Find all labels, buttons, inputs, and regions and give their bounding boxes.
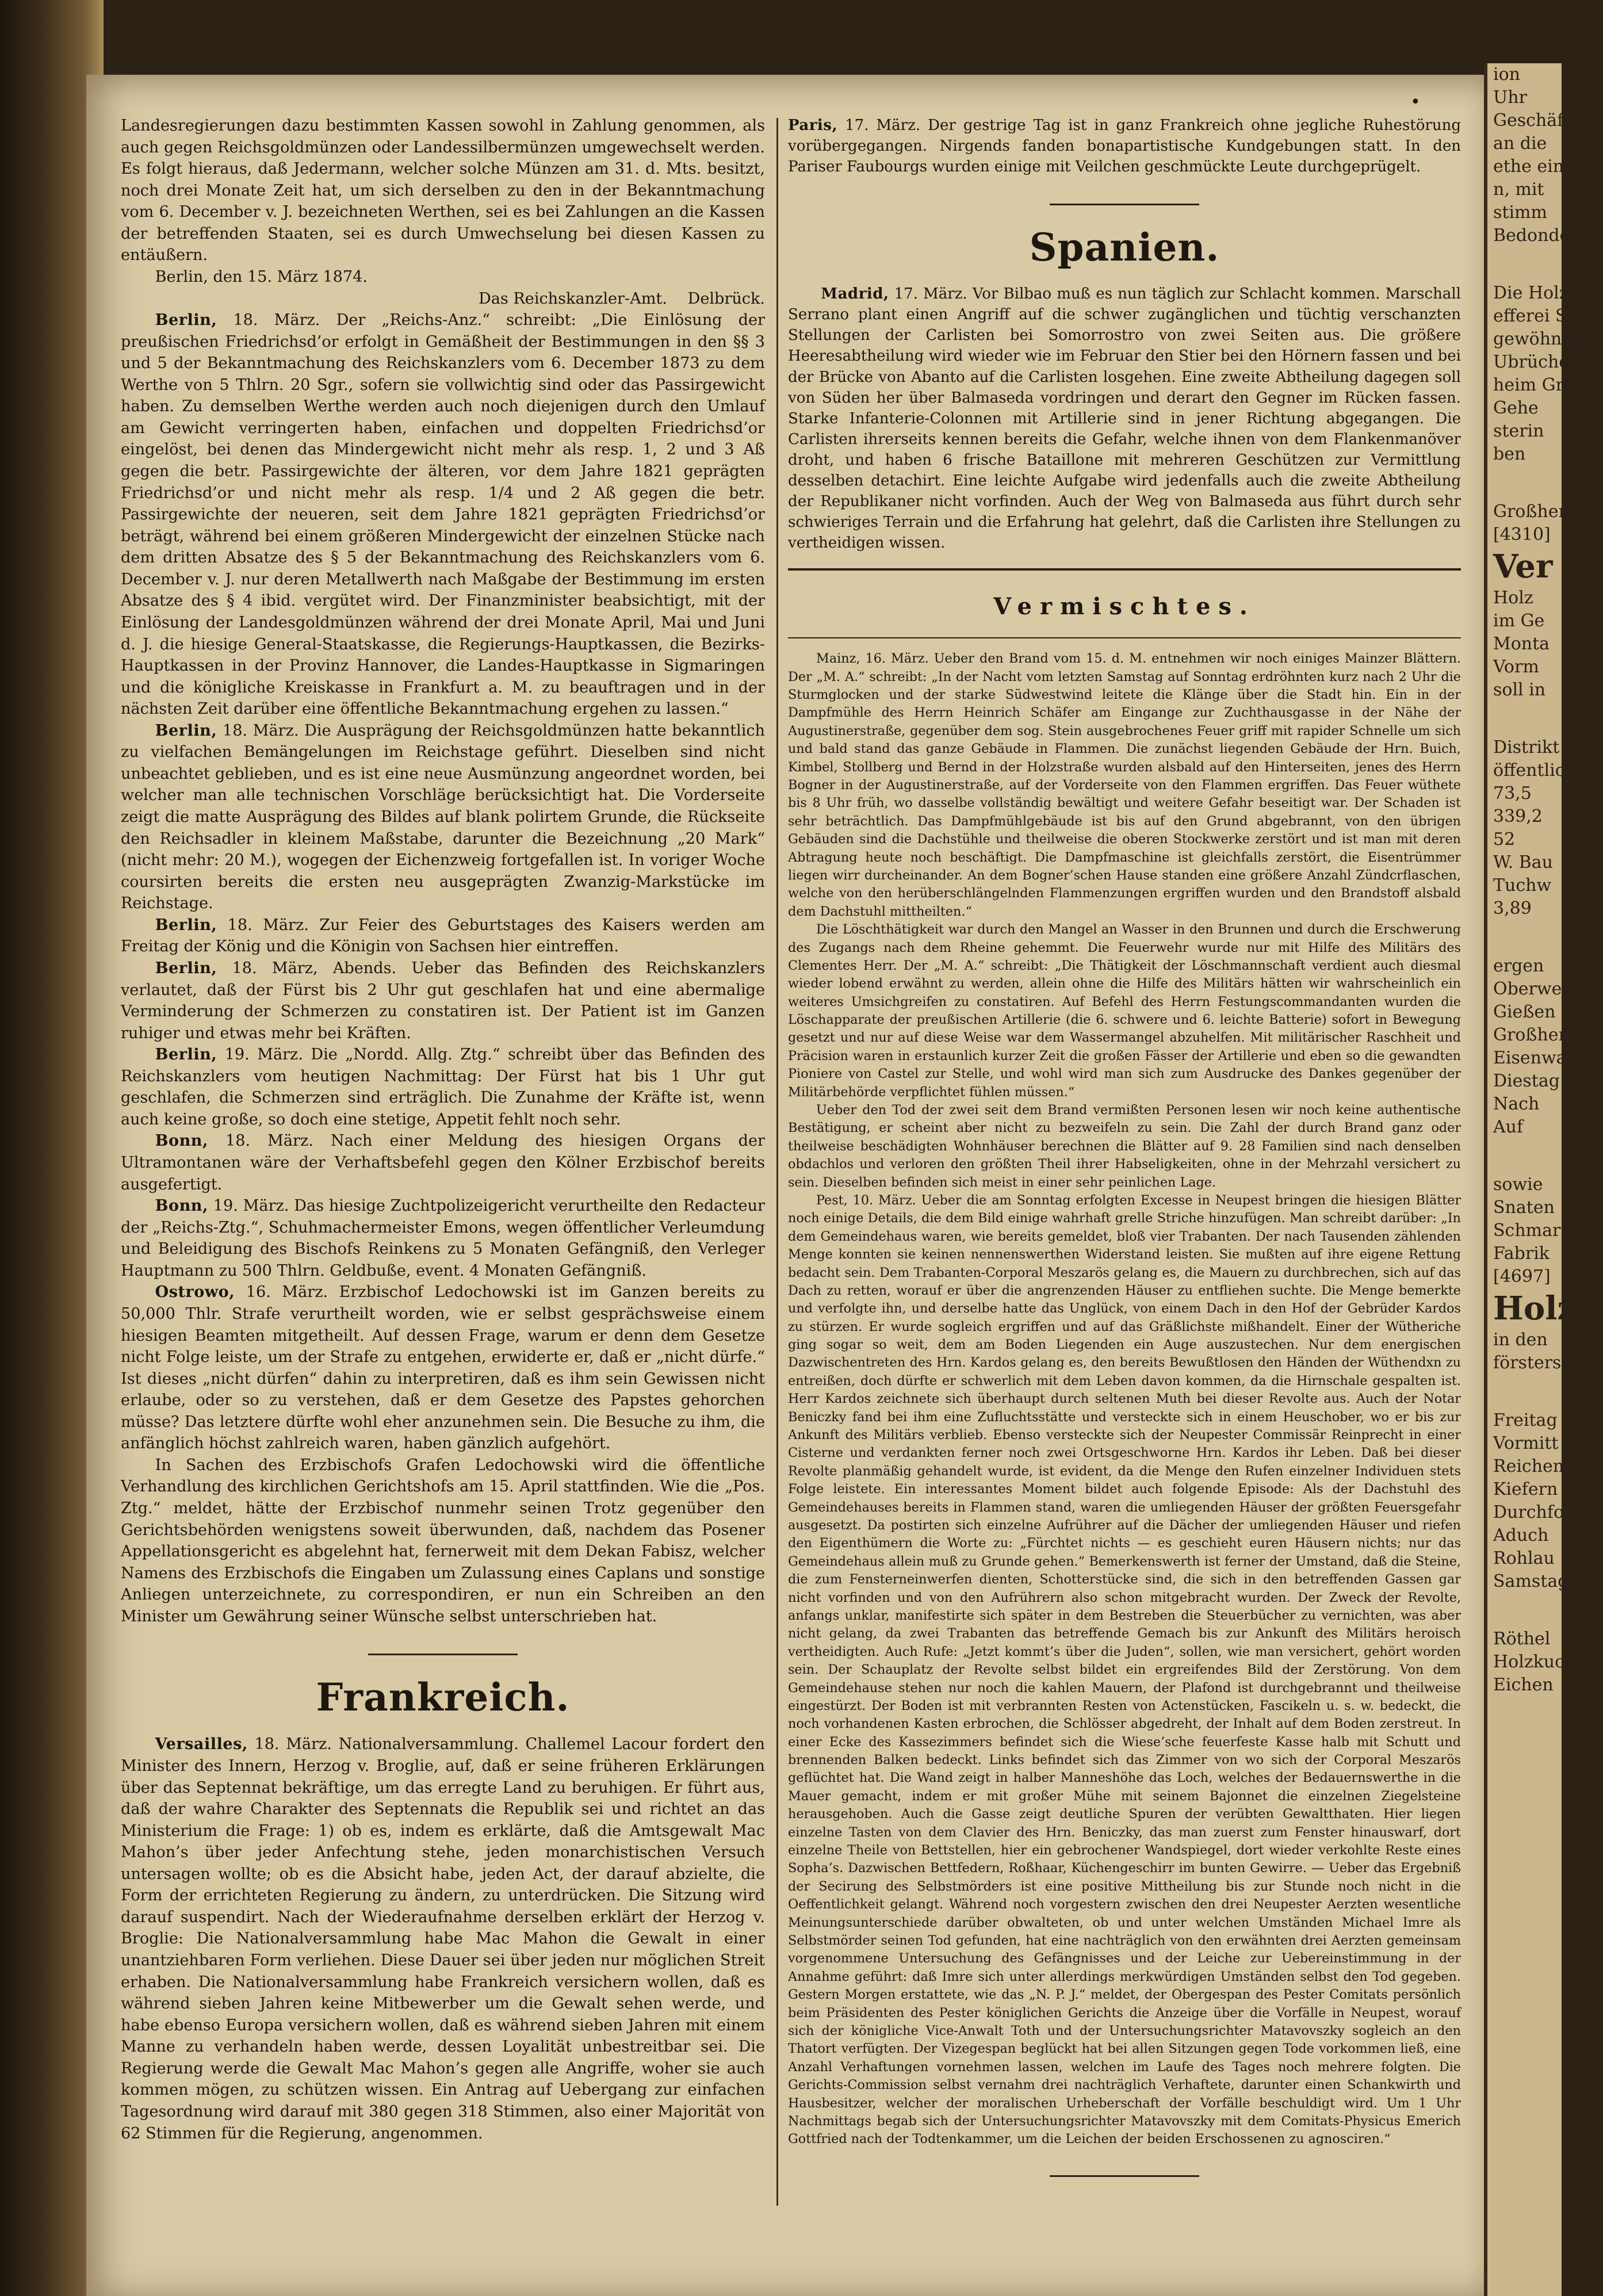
adjacent-text-fragment: Monta — [1493, 634, 1550, 654]
adjacent-text-fragment: gewöhnlich — [1493, 329, 1594, 349]
misc-paragraph: Die Löschthätigkeit war durch den Mangel an Wasser in den Brunnen und durch die Erschwerung des Zugangs nach dem Rheine gehemmt. Die Feuerwehr wurde nur mit Hilfe des Militärs des Clementes Herr. Der „M. A.“ schreibt: „Die Thätigkeit der Löschmannschaft verdient auch diesmal wieder lobend erwähnt zu werden, allein ohne die Hilfe des Militärs hätten wir wahrscheinlich ein weiteres Umsichgreifen zu constatiren. Auf Befehl des Herrn Festungscommandanten wurden die Löschapparate der preußischen Artillerie (die 6. schwere und 6. leichte Batterie) sofort in Bewegung gesetzt und nur auf diese Weise war dem Wassermangel abzuhelfen. Mit militärischer Raschheit und Präcision waren in erstaunlich kurzer Zeit die großen Fässer der Artillerie und eben so die gewandten Pioniere von Castel zur Stelle, und wohl wird man sich zum Ausdrucke des Dankes gegenüber der Militärbehörde verpflichtet fühlen müssen.“ — [788, 922, 1461, 1100]
adjacent-text-fragment: Snaten — [1493, 1197, 1555, 1218]
france-news — [121, 1734, 765, 2144]
adjacent-text-fragment: Ubrücher — [1493, 352, 1578, 372]
signature — [121, 288, 765, 310]
adjacent-text-fragment: Holzkuch — [1493, 1652, 1576, 1672]
article-place: Berlin, — [155, 959, 217, 977]
adjacent-text-fragment: Distrikt — [1493, 737, 1560, 757]
adjacent-text-fragment: Die Holz — [1493, 283, 1568, 303]
adjacent-text-fragment: heim Gro — [1493, 375, 1575, 395]
adjacent-text-fragment: efferei Se — [1493, 306, 1578, 326]
section-rule — [368, 1654, 518, 1655]
adjacent-text-fragment: 339,2 — [1493, 806, 1543, 826]
fragment-gap — [1487, 1593, 1562, 1628]
misc-paragraph: Mainz, 16. März. Ueber den Brand vom 15. d. M. entnehmen wir noch einiges Mainzer Blättern. Der „M. A.“ schreibt: „In der Nacht vom letzten Samstag auf Sonntag erdröhnten kurz nach 2 Uhr die Sturmglocken und der starke Südwestwind leitete die Klänge über die Stadt hin. Ein in der Dampfmühle des Herrn Heinrich Schäfer am Eingange zur Zuchthausgasse in der Nähe der Augustinerstraße, gegenüber dem sog. Stein ausgebrochenes Feuer griff mit rapider Schnelle um sich und bald stand das ganze Gebäude in Flammen. Die zunächst liegenden Gebäude der Hrn. Buich, Kimbel, Stollberg und Bernd in der Holzstraße wurden alsbald auf den Hinterseiten, jenes des Herrn Bogner in der Augustinerstraße, auf der Vorderseite von den Flammen ergriffen. Das Feuer wüthete bis 8 Uhr früh, wo dasselbe vollständig bewältigt und weitere Gefahr beseitigt war. Der Schaden ist sehr beträchtlich. Das Dampfmühlgebäude ist bis auf den Grund abgebrannt, von den übrigen Gebäuden sind die Dachstühle und theilweise die oberen Stockwerke zerstört und ist man mit deren Abtragung heute noch beschäftigt. Die Dampfmaschine ist gleichfalls zerstört, die Eisentrümmer liegen wirr durcheinander. An dem Bogner’schen Hause standen eine größere Anzahl Zündcrflaschen, welche von den herüberschlängelnden Flammenzungen ergriffen wurden und den Brandstoff alsbald dem Dachstuhl mittheilten.“ — [788, 651, 1461, 919]
adjacent-text-fragment: öffentlich — [1493, 760, 1576, 780]
misc-news — [788, 650, 1461, 2148]
adjacent-text-fragment: in den — [1493, 1330, 1548, 1350]
article-text: 16. März. Erzbischof Ledochowski ist im Ganzen bereits zu 50,000 Thlr. Strafe verurtheilt worden, wie er selbst gesprächsweise einem hiesigen Beamten mitgetheilt. Auf dessen Frage, warum er denn dem Gesetze nicht Folge leiste, um der Strafe zu entgehen, erwiderte er, daß er „nicht dürfe.“ Ist dieses „nicht dürfen“ dahin zu interpretiren, daß es ihm sein Gewissen nicht erlaube, oder so zu verstehen, daß er dem Gesetze des Papstes gehorchen müsse? Das letztere dürfte wohl eher anzunehmen sein. Die Besuche zu ihm, die anfänglich höchst zahlreich waren, haben gänzlich aufgehört. — [121, 1283, 765, 1453]
article-text: 18. März. Nach einer Meldung des hiesigen Organs der Ultramontanen wäre der Verhaftsbefehl gegen den Kölner Erzbischof bereits ausgefertigt. — [121, 1132, 765, 1193]
adjacent-text-fragment: Durchfor — [1493, 1502, 1573, 1522]
adjacent-text-fragment: Ver — [1493, 548, 1553, 586]
section-rule — [1050, 204, 1199, 205]
section-rule-bottom — [788, 637, 1461, 638]
article-text: 18. März. Die Ausprägung der Reichsgoldmünzen hatte bekanntlich zu vielfachen Bemängelungen im Reichstage geführt. Dieselben sind nicht unbeachtet geblieben, und es ist eine neue Ausmünzung angeordnet worden, bei welcher man alle technischen Vorschläge berücksichtigt hat. Die Vorderseite zeigt die matte Ausprägung des Bildes auf blank polirtem Grunde, die Rückseite den Reichsadler in kleinem Maßstabe, darunter die Bezeichnung „20 Mark“ (nicht mehr: 20 M.), wogegen der Eichenzweig fortgefallen ist. In voriger Woche coursirten bereits die ersten neu ausgeprägten Zwanzig-Markstücke im Reichstage. — [121, 721, 765, 913]
adjacent-text-fragment: Rohlau — [1493, 1548, 1555, 1568]
adjacent-text-fragment: Tuchw — [1493, 875, 1552, 896]
news-article — [121, 1281, 765, 1455]
news-article — [121, 1044, 765, 1130]
article-paris — [788, 115, 1461, 177]
adjacent-text-fragment: Samstag — [1493, 1571, 1569, 1591]
adjacent-text-fragment: an die — [1493, 133, 1547, 154]
adjacent-text-fragment: Großherzogl — [1493, 502, 1603, 522]
article-text: 18. März. Der „Reichs-Anz.“ schreibt: „Die Einlösung der preußischen Friedrichsd’or erfolgt in Gemäßheit der Bestimmungen in den §§ 3 und 5 der Bekanntmachung des Reichskanzlers vom 6. December 1873 zu dem Werthe von 5 Thlrn. 20 Sgr., sofern sie vollwichtig sind oder das Passirgewicht haben. Zu demselben Werthe werden auch noch diejenigen durch den Umlauf am Gewicht verringerten haben, einfachen und doppelten Friedrichsd’or eingelöst, bei denen das Mindergewicht nicht mehr als resp. 1, 2 und 3 Aß gegen die betr. Passirgewichte der älteren, vor dem Jahre 1821 geprägten Friedrichsd’or und nicht mehr als resp. 1/4 und 2 Aß gegen die betr. Passirgewichte der neueren, seit dem Jahre 1821 geprägten Friedrichsd’or beträgt, während bei einem größeren Mindergewicht der einzelnen Stücke nach dem dritten Absatze des § 5 der Bekanntmachung des Reichskanzlers vom 6. December v. J. nur deren Metallwerth nach Maßgabe der Bestimmung im ersten Absatze des § 4 ibid. vergütet wird. Der Finanzminister beabsichtigt, mit der Einlösung der Landesgoldmünzen während der drei Monate April, Mai und Juni d. J. die hiesige General-Staatskasse, die Regierungs-Hauptkassen, die Bezirks-Hauptkassen in der Provinz Hannover, die Landes-Hauptkasse in Sigmaringen und die königliche Kreiskasse in Frankfurt a. M. zu beauftragen und in der nächsten Zeit darüber eine öffentliche Bekanntmachung ergehen zu lassen.“ — [121, 311, 765, 718]
news-article — [121, 1195, 765, 1281]
section-heading-misc: Vermischtes. — [993, 593, 1256, 621]
article-text: 19. März. Die „Nordd. Allg. Ztg.“ schreibt über das Befinden des Reichskanzlers vom heutigen Nachmittag: Der Fürst hat bis 1 Uhr gut geschlafen, die Schmerzen sind erträglich. Die Zunahme der Kräfte ist, wenn auch keine große, so doch eine stetige, Appetit fehlt noch sehr. — [121, 1046, 765, 1128]
adjacent-text-fragment: n, mit — [1493, 179, 1544, 200]
adjacent-text-fragment: Fabrik — [1493, 1243, 1550, 1264]
adjacent-text-fragment: ben — [1493, 444, 1526, 464]
adjacent-text-fragment: Geschäfts — [1493, 110, 1579, 131]
article-madrid — [788, 284, 1461, 553]
adjacent-text-fragment: Uhr — [1493, 87, 1527, 108]
adjacent-page-edge — [1484, 63, 1603, 2296]
section-rule-top — [788, 568, 1461, 571]
signature-office: Das Reichskanzler-Amt. — [479, 289, 667, 308]
article-place: Berlin, — [155, 311, 217, 330]
adjacent-text-fragment: soll in — [1493, 680, 1546, 700]
adjacent-text-fragment: W. Bau — [1493, 852, 1553, 873]
germany-news — [121, 309, 765, 1627]
adjacent-text-fragment: Großherz — [1493, 1025, 1576, 1045]
adjacent-text-fragment: 73,5 — [1493, 783, 1532, 803]
article-text: 18. März. Nationalversammlung. Challemel Lacour fordert den Minister des Innern, Herzog v. Broglie, auf, daß er seine früheren Erklärungen über das Septennat bekräftige, um das erregte Land zu beruhigen. Er führt aus, daß der wahre Charakter des Septennats die Republik sei und richtet an das Ministerium die Frage: 1) ob es, indem es erklärte, daß die Amtsgewalt Mac Mahon’s über jeder Anfechtung stehe, jeden monarchistischen Versuch untersagen wollte; ob es die Absicht habe, jeden Act, der darauf abzielte, die Form der errichteten Regierung zu ändern, zu unterdrücken. Die Sitzung wird darauf suspendirt. Nach der Wiederaufnahme derselben erklärt der Herzog v. Broglie: Die Nationalversammlung habe Mac Mahon die Gewalt in einer unantziehbaren Form verliehen. Diese Dauer sei über jeden nur möglichen Streit erhaben. Die Nationalversammlung habe Frankreich versichern wollen, daß es während sieben Jahren keine Mitbewerber um die Gewalt sehen werde, und habe ebenso Europa versichern wollen, daß es während sieben Jahren mit einem Manne zu verhandeln haben werde, dessen Loyalität unbestreitbar sei. Die Regierung werde die Gewalt Mac Mahon’s gegen alle Angriffe, woher sie auch kommen mögen, zu schützen wissen. Ein Antrag auf Uebergang zur einfachen Tagesordnung wird darauf mit 380 gegen 318 Stimmen, also einer Majorität von 62 Stimmen für die Regierung, angenommen. — [121, 1735, 765, 2142]
adjacent-text-fragment: Gehe — [1493, 398, 1539, 418]
article-place: Bonn, — [155, 1132, 208, 1150]
section-heading-spain: Spanien. — [1029, 225, 1220, 270]
adjacent-text-fragment: 3,89 — [1493, 898, 1532, 919]
adjacent-text-fragment: im Ge — [1493, 611, 1545, 631]
article-place: Berlin, — [155, 916, 217, 934]
opening-paragraph: Landesregierungen dazu bestimmten Kassen sowohl in Zahlung genommen, als auch gegen Reichsgoldmünzen oder Landessilbermünzen umgewechselt werden. Es folgt hieraus, daß Jedermann, welcher solche Münzen am 31. d. Mts. besitzt, noch drei Monate Zeit hat, um sich derselben zu den in der Bekanntmachung vom 6. December v. J. bezeichneten Werthen, sei es bei Zahlungen an die Kassen der betreffenden Staaten, sei es durch Umwechselung bei diesen Kassen zu entäußern. — [121, 117, 765, 265]
news-article — [121, 720, 765, 914]
article-text: 19. März. Das hiesige Zuchtpolizeigericht verurtheilte den Redacteur der „Reichs-Ztg.“, Schuhmachermeister Emons, wegen öffentlicher Verleumdung und Beleidigung des Bischofs Reinkens zu 5 Monaten Gefängniß, den Verleger Hauptmann zu 500 Thlrn. Geldbuße, event. 4 Monaten Gefängniß. — [121, 1197, 765, 1280]
page-corner-mark: • — [1410, 92, 1421, 112]
adjacent-text-fragment: Aduch — [1493, 1525, 1549, 1545]
adjacent-text-fragment: Nach — [1493, 1094, 1540, 1114]
fragment-gap — [1487, 247, 1562, 282]
adjacent-text-fragment: Eichen — [1493, 1675, 1554, 1695]
adjacent-text-fragment: Bedondere — [1493, 225, 1589, 246]
adjacent-text-fragment: stimm — [1493, 202, 1547, 223]
news-article — [121, 309, 765, 720]
adjacent-text-fragment: [4697] — [1493, 1266, 1551, 1287]
adjacent-text-fragment: Diestag — [1493, 1071, 1560, 1091]
fragment-gap — [1487, 466, 1562, 500]
adjacent-text-fragment: Eisenwa — [1493, 1048, 1567, 1068]
article-text: 18. März. Zur Feier des Geburtstages des Kaisers werden am Freitag der König und die Königin von Sachsen hier eintreffen. — [121, 916, 765, 956]
news-article — [121, 958, 765, 1044]
adjacent-text-fragment: Kiefern — [1493, 1479, 1558, 1499]
left-column — [121, 115, 765, 2144]
right-column — [788, 115, 1461, 2177]
article-text: 18. März, Abends. Ueber das Befinden des Reichskanzlers verlautet, daß der Fürst bis 2 Uhr gut geschlafen hat und eine abermalige Verminderung der Schmerzen zu constatiren ist. Der Patient ist im Ganzen ruhiger und etwas mehr bei Kräften. — [121, 959, 765, 1042]
adjacent-text-fragment: Vormitt — [1493, 1433, 1559, 1453]
fragment-gap — [1487, 1139, 1562, 1173]
end-rule — [1050, 2175, 1199, 2177]
article-text: 17. März. Vor Bilbao muß es nun täglich zur Schlacht kommen. Marschall Serrano plant einen Angriff auf die schwer zugänglichen und tüchtig verschanzten Stellungen der Carlisten bei Somorrostro von zwei Seiten aus. Die größere Heeresabtheilung wird wieder wie im Februar den Stier bei den Hörnern fassen und bei der Brücke von Abanto auf die Carlisten losgehen. Eine zweite Abtheilung dagegen soll von Süden her über Balmaseda vordringen und derart den Gegner im Rücken fassen. Starke Infanterie-Colonnen mit Artillerie sind in jener Richtung abgegangen. Die Carlisten ihrerseits kennen bereits die Gefahr, welche ihnen von dem Flankenmanöver droht, und haben 6 frische Bataillone mit mehreren Geschützen zur Vermittlung desselben detachirt. Eine leichte Aufgabe wird jedenfalls auch die zweite Abtheilung der Republikaner nicht vorfinden. Auch der Weg von Balmaseda aus führt durch sehr schwieriges Terrain und die Erfahrung hat gelehrt, daß die Carlisten ihre Stellungen zu vertheidigen wissen. — [788, 285, 1461, 552]
signature-name: Delbrück. — [687, 289, 765, 308]
adjacent-text-fragment: 52 — [1493, 829, 1516, 849]
adjacent-text-fragment: Auf — [1493, 1117, 1524, 1137]
article-place: Bonn, — [155, 1197, 208, 1215]
misc-paragraph: Pest, 10. März. Ueber die am Sonntag erfolgten Excesse in Neupest bringen die hiesigen Blätter noch einige Details, die dem Bild einige wahrhaft grelle Striche hinzufügen. Man schreibt darüber: „In dem Gemeindehaus waren, wie bereits gemeldet, bloß vier Trabanten. Der nach Tausenden zählenden Menge konnten sie keinen nennenswerthen Widerstand leisten. Sie mußten auf ihre eigene Rettung bedacht sein. Dem Trabanten-Corporal Meszarös gelang es, die Mauern zu durchbrechen, sich auf das Dach zu retten, worauf er über die angrenzenden Häuser zu entfliehen suchte. Die Menge bemerkte und verfolgte ihn, und derselbe hatte das Unglück, von einem Dach in den Hof der Gebrüder Kardos zu stürzen. Er wurde sogleich ergriffen und auf das Gräßlichste mißhandelt. Einer der Wütheriche ging sogar so weit, dem am Boden Liegenden ein Auge auszustechen. Nur dem energischen Dazwischentreten des Hrn. Kardos gelang es, den bereits Bewußtlosen den Händen der Wüthendxn zu entreißen, doch dürfte er schwerlich mit dem Leben davon kommen, da die Hirnschale gespalten ist. Herr Kardos zeichnete sich überhaupt durch seltenen Muth bei dieser Revolte aus. Auch der Notar Beniczky fand bei ihm eine Zufluchtsstätte und versteckte sich in einem Heuschober, wo er bis zur Ankunft des Militärs verblieb. Ebenso versteckte sich der Neupester Commissär Reinprecht in einer Cisterne und verdankten ferner noch zwei Ortsgeschworne Hrn. Kardos ihr Leben. Daß bei dieser Revolte planmäßig gehandelt wurde, ist evident, da die Menge den Rufen einzelner Individuen stets Folge leistete. Ein interessantes Moment bildet auch folgende Episode: Als der Dachstuhl des Gemeindehauses bereits in Flammen stand, waren die umliegenden Häuser der größten Feuersgefahr ausgesetzt. Da postirten sich einzelne Aufrührer auf die Dächer der umliegenden Häuser und riefen den Eigenthümern die Worte zu: „Fürchtet nichts — es geschieht euren Häusern nichts; nur das Gemeindehaus allein muß zu Grunde gehen.“ Bemerkenswerth ist ferner der Umstand, daß die Steine, die zum Fensterneinwerfen dienten, Schotterstücke sind, die sich in den betreffenden Gassen gar nicht vorfinden und von den Aufrührern also schon mitgebracht wurden. Der Zweck der Revolte, anfangs unklar, manifestirte sich später in dem Bestreben die Steuerbücher zu vernichten, was aber nicht gelang, da zwei Trabanten das betreffende Gemach bis zur Ankunft des Militärs heroisch vertheidigten. Auch Rufe: „Jetzt kommt’s über die Juden“, sollen, wie man versichert, gehört worden sein. Der Schauplatz der Revolte selbst bildet ein ergreifendes Bild der Zerstörung. Von dem Gemeindehause stehen nur noch die kahlen Mauern, der Plafond ist durchgebrannt und theilweise eingestürzt. Der Boden ist mit verbrannten Resten von Actenstücken, Fascikeln u. s. w. bedeckt, die noch vorhandenen Kasten erbrochen, die Schlösser abgedreht, der Inhalt auf dem Boden zerstreut. In einer Ecke des Kassezimmers befindet sich die Wiese’sche feuerfeste Kasse halb mit Schutt und brennenden Balken bedeckt. Links befindet sich das Zimmer von wo sich der Corporal Meszarös geflüchtet hat. Die Wand zeigt in halber Manneshöhe das Loch, welches der Bedauernswerthe in die Mauer gemacht, indem er mit großer Mühe mit seinem Bajonnet die einzelnen Ziegelsteine herausgehoben. Auch die Gasse zeigt deutliche Spuren der verübten Gewaltthaten. Hier liegen einzelne Tasten von dem Clavier des Hrn. Beniczky, das man zuerst zum Fenster hinauswarf, dort einzelne Theile von Bettstellen, hier ein gebrochener Wandspiegel, dort wieder verkohlte Reste eines Sopha’s. Dazwischen Bettfedern, Roßhaar, Küchengeschirr im bunten Gewirre. — Ueber das Ergebniß der Secirung des Selbstmörders ist eine positive Mittheilung bis zur Stunde noch nicht in die Oeffentlichkeit gelangt. Während noch vorgestern zwischen den drei Neupester Aerzten wesentliche Meinungsunterschiede darüber obwalteten, ob und unter welchen Umständen Michael Imre als Selbstmörder seinen Tod gefunden, hat eine nachträglich von den erwähnten drei Aerzten gemeinsam vorgenommene Untersuchung des Gefängnisses und der Leiche zur Uebereinstimmung in der Annahme geführt: daß Imre sich unter allerdings merkwürdigen Umständen selbst den Tod gegeben. Gestern Morgen erstattete, wie das „N. P. J.“ meldet, der Obergespan des Pester Comitats persönlich beim Präsidenten des Pester königlichen Gerichts die Anzeige über die Vorfälle in Neupest, worauf sich der königliche Vice-Anwalt Toth und der Untersuchungsrichter Matavovszky sogleich an den Thatort verfügten. Der Vizegespan beglückt hat bei allen Sitzungen gegen Tode vorkommen ließ, eine Anzahl Verhaftungen vornehmen lassen, welchen im Laufe des Tages noch mehrere folgten. Die Gerichts-Commission selbst vernahm drei nachträglich Verhaftete, darunter einen Schankwirth und Hausbesitzer, welcher der moralischen Urheberschaft der Vorfälle beschuldigt wird. Um 1 Uhr Nachmittags begab sich der Untersuchungsrichter Matavovszky mit dem Comitats-Physicus Emerich Gottfried nach der Todtenkammer, um die Leichen der beiden Erschossenen zu agnosciren.“ — [788, 1192, 1461, 2147]
adjacent-text-fragment: ion — [1493, 64, 1520, 85]
adjacent-text-fragment: sowie — [1493, 1174, 1543, 1195]
fragment-gap — [1487, 1375, 1562, 1409]
adjacent-text-fragment: Holz — [1493, 588, 1533, 608]
news-article — [121, 914, 765, 958]
article-place: Berlin, — [155, 721, 217, 740]
adjacent-text-fragment: Holz — [1493, 1289, 1576, 1327]
article-text: 17. März. Der gestrige Tag ist in ganz Frankreich ohne jegliche Ruhestörung vorübergegangen. Nirgends fanden bonapartistische Kundgebungen statt. In den Pariser Faubourgs wurden einige mit Veilchen geschmückte Leute durchgeprügelt. — [788, 117, 1461, 176]
section-heading-france: Frankreich. — [316, 1675, 570, 1720]
article-place: Ostrowo, — [155, 1283, 235, 1302]
adjacent-text-fragment: Schmarren — [1493, 1220, 1590, 1241]
column-divider — [776, 118, 778, 2206]
adjacent-text-fragment: Gießen — [1493, 1002, 1556, 1022]
adjacent-text-fragment: Oberwer — [1493, 979, 1570, 999]
article-place: Madrid, — [821, 285, 889, 303]
article-place: Berlin, — [155, 1046, 217, 1064]
adjacent-text-fragment: Röthel — [1493, 1629, 1551, 1649]
news-article — [121, 1455, 765, 1628]
fragment-gap — [1487, 702, 1562, 736]
adjacent-text-fragment: försters — [1493, 1353, 1562, 1373]
article-place: Versailles, — [155, 1735, 248, 1754]
adjacent-text-fragment: Freitag — [1493, 1410, 1558, 1430]
adjacent-text-fragment: [4310] — [1493, 525, 1551, 545]
adjacent-text-fragment: ergen — [1493, 956, 1544, 976]
adjacent-text-fragment: ethe ein — [1493, 156, 1564, 177]
article-place: Paris, — [788, 117, 838, 134]
adjacent-page-fragments — [1487, 63, 1603, 1697]
dateline: Berlin, den 15. März 1874. — [155, 267, 368, 286]
adjacent-text-fragment: Vorm — [1493, 657, 1539, 677]
fragment-gap — [1487, 920, 1562, 955]
misc-paragraph: Ueber den Tod der zwei seit dem Brand vermißten Personen lesen wir noch keine authentische Bestätigung, er scheint aber nicht zu bezweifeln zu sein. Die Zahl der durch Brand ganz oder theilweise beschädigten Wohnhäuser berechnen die Blätter auf 9. 28 Familien sind nach denselben obdachlos und verloren den größten Theil ihrer Habseligkeiten, ohne in der Mehrzahl versichert zu sein. Dieselben befinden sich meist in einer sehr peinlichen Lage. — [788, 1103, 1461, 1190]
adjacent-text-fragment: sterin — [1493, 421, 1544, 441]
article-text: In Sachen des Erzbischofs Grafen Ledochowski wird die öffentliche Verhandlung des kirchlichen Gerichtshofs am 15. April stattfinden. Wie die „Pos. Ztg.“ meldet, hätte der Erzbischof nunmehr seinen Trotz gegenüber den Gerichtsbehörden wenigstens soweit überwunden, daß, nachdem das Posener Appellationsgericht es abgelehnt hat, fernerweit mit dem Dekan Fabisz, welcher Namens des Erzbischofs die Eingaben um Zulassung eines Caplans und sonstige Anliegen unterzeichnete, zu correspondiren, er nun ein Schreiben an den Minister um Gewährung seiner Wünsche selbst unterschrieben hat. — [121, 1456, 765, 1625]
adjacent-text-fragment: Reichen — [1493, 1456, 1564, 1476]
news-article — [121, 1130, 765, 1195]
news-article — [121, 1734, 765, 2144]
